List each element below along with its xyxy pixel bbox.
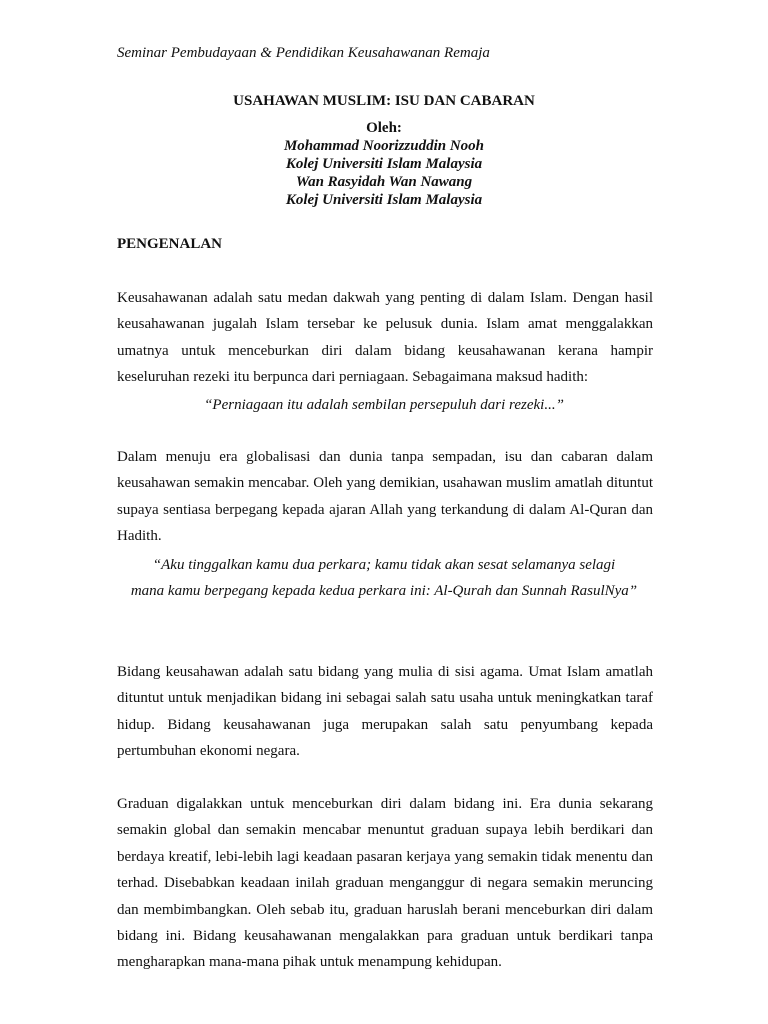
hadith-quote-1: “Perniagaan itu adalah sembilan persepuluh dari rezeki...” <box>204 397 564 413</box>
paragraph-1: Keusahawanan adalah satu medan dakwah yang penting di dalam Islam. Dengan hasil keusahawanan jugalah Islam tersebar ke pelusuk dunia. Islam amat menggalakkan umatnya untuk menceburkan diri dalam bidang keusahawanan kerana hampir keseluruhan rezeki itu berpunca dari perniagaan. Sebagaimana maksud hadith: <box>117 290 653 386</box>
byline-label: Oleh: <box>366 120 402 136</box>
running-header: Seminar Pembudayaan & Pendidikan Keusahawanan Remaja <box>117 45 490 61</box>
paragraph-2: Dalam menuju era globalisasi dan dunia tanpa sempadan, isu dan cabaran dalam keusahawan semakin mencabar. Oleh yang demikian, usahawan muslim amatlah dituntut supaya sentiasa berpegang kepada ajaran Allah yang terkandung di dalam Al-Quran dan Hadith. <box>117 449 653 545</box>
hadith-quote-2-line-1: “Aku tinggalkan kamu dua perkara; kamu tidak akan sesat selamanya selagi <box>152 557 616 573</box>
author-affiliation: Kolej Universiti Islam Malaysia <box>285 156 483 172</box>
paper-title: USAHAWAN MUSLIM: ISU DAN CABARAN <box>233 93 535 109</box>
hadith-quote-2-line-2: mana kamu berpegang kepada kedua perkara ini: Al-Qurah dan Sunnah RasulNya” <box>130 583 638 599</box>
byline <box>0 119 768 209</box>
author-name: Mohammad Noorizzuddin Nooh <box>283 138 485 154</box>
paragraph-4: Graduan digalakkan untuk menceburkan diri dalam bidang ini. Era dunia sekarang semakin global dan semakin mencabar menuntut graduan supaya lebih berdikari dan berdaya kreatif, lebi-lebih lagi keadaan pasaran kerjaya yang semakin tidak menentu dan terhad. Disebabkan keadaan inilah graduan menganggur di negara semakin meruncing dan membimbangkan. Oleh sebab itu, graduan haruslah berani menceburkan diri dalam bidang ini. Bidang keusahawanan mengalakkan para graduan untuk berdikari tanpa mengharapkan mana-mana pihak untuk menampung kehidupan. <box>117 796 653 971</box>
author-affiliation: Kolej Universiti Islam Malaysia <box>285 192 483 208</box>
paragraph-3: Bidang keusahawan adalah satu bidang yang mulia di sisi agama. Umat Islam amatlah dituntut untuk menjadikan bidang ini sebagai salah satu usaha untuk meningkatkan taraf hidup. Bidang keusahawanan juga merupakan salah satu penyumbang kepada pertumbuhan ekonomi negara. <box>117 664 653 760</box>
section-heading: PENGENALAN <box>117 236 223 252</box>
author-name: Wan Rasyidah Wan Nawang <box>295 174 473 190</box>
